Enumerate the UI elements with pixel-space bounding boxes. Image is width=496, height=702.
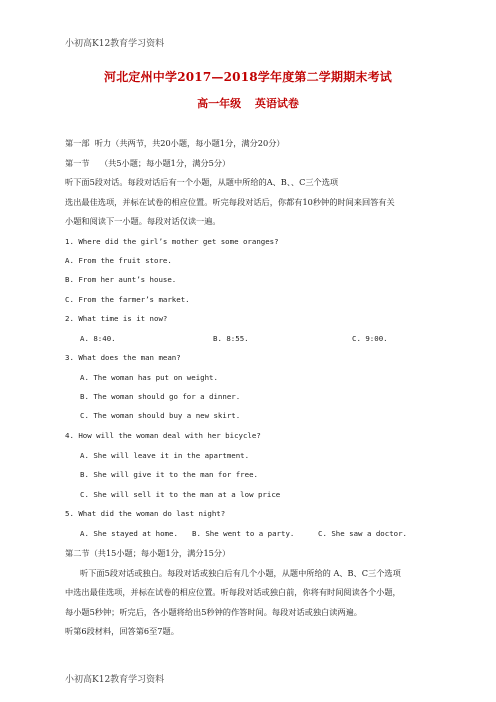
question-4: 4. How will the woman deal with her bicycle? bbox=[65, 431, 261, 440]
option-5a: A. She stayed at home. bbox=[80, 529, 178, 538]
option-5c: C. She saw a doctor. bbox=[318, 529, 407, 538]
option-4c: C. She will sell it to the man at a low price bbox=[80, 490, 281, 499]
exam-title: 河北定州中学2017—2018学年度第二学期期末考试 bbox=[104, 70, 392, 84]
material-note: 听第6段材料，回答第6至7题。 bbox=[65, 626, 179, 636]
instruction-line: 中选出最佳选项，并标在试卷的相应位置。听每段对话或独白前，你将有时间阅读各个小题， bbox=[65, 587, 401, 597]
section-heading: 第一部 听力（共两节，共20小题，每小题1分，满分20分） bbox=[65, 138, 285, 148]
option-1a: A. From the fruit store. bbox=[65, 256, 172, 265]
instruction-line: 听下面5段对话或独白。每段对话或独白后有几个小题，从题中所给的 A、B、C三个选项 bbox=[80, 568, 401, 578]
option-1b: B. From her aunt’s house. bbox=[65, 275, 177, 284]
option-3c: C. The woman should buy a new skirt. bbox=[80, 411, 241, 420]
question-2: 2. What time is it now? bbox=[65, 314, 168, 323]
question-3: 3. What does the man mean? bbox=[65, 353, 181, 362]
page-footer: 小初高K12教育学习资料 bbox=[65, 675, 165, 685]
option-2a: A. 8:40. bbox=[80, 334, 116, 343]
option-4b: B. She will give it to the man for free. bbox=[80, 470, 258, 479]
option-2c: C. 9:00. bbox=[352, 334, 388, 343]
instruction-line: 选出最佳选项，并标在试卷的相应位置。听完每段对话后，你都有10秒钟的时间来回答有关 bbox=[65, 197, 395, 207]
question-1: 1. Where did the girl’s mother get some oranges? bbox=[65, 237, 279, 246]
instruction-line: 听下面5段对话。每段对话后有一个小题，从题中所给的A、B、、C三个选项 bbox=[65, 177, 339, 187]
option-5b: B. She went to a party. bbox=[192, 529, 295, 538]
option-2b: B. 8:55. bbox=[213, 334, 249, 343]
instruction-line: 小题和阅读下一小题。每段对话仅读一遍。 bbox=[65, 216, 221, 226]
option-4a: A. She will leave it in the apartment. bbox=[80, 451, 250, 460]
instruction-line: 每小题5秒钟；听完后，各小题将给出5秒钟的作答时间。每段对话或独白读两遍。 bbox=[65, 607, 362, 617]
option-3a: A. The woman has put on weight. bbox=[80, 373, 218, 382]
option-1c: C. From the farmer’s market. bbox=[65, 295, 190, 304]
question-5: 5. What did the woman do last night? bbox=[65, 509, 226, 518]
section-part-heading: 第二节（共15小题；每小题1分，满分15分） bbox=[65, 548, 231, 558]
option-3b: B. The woman should go for a dinner. bbox=[80, 392, 241, 401]
section-part-heading: 第一节 （共5小题；每小题1分，满分5分） bbox=[65, 158, 231, 168]
page-header: 小初高K12教育学习资料 bbox=[65, 39, 165, 49]
exam-subtitle: 高一年级 英语试卷 bbox=[197, 97, 299, 110]
